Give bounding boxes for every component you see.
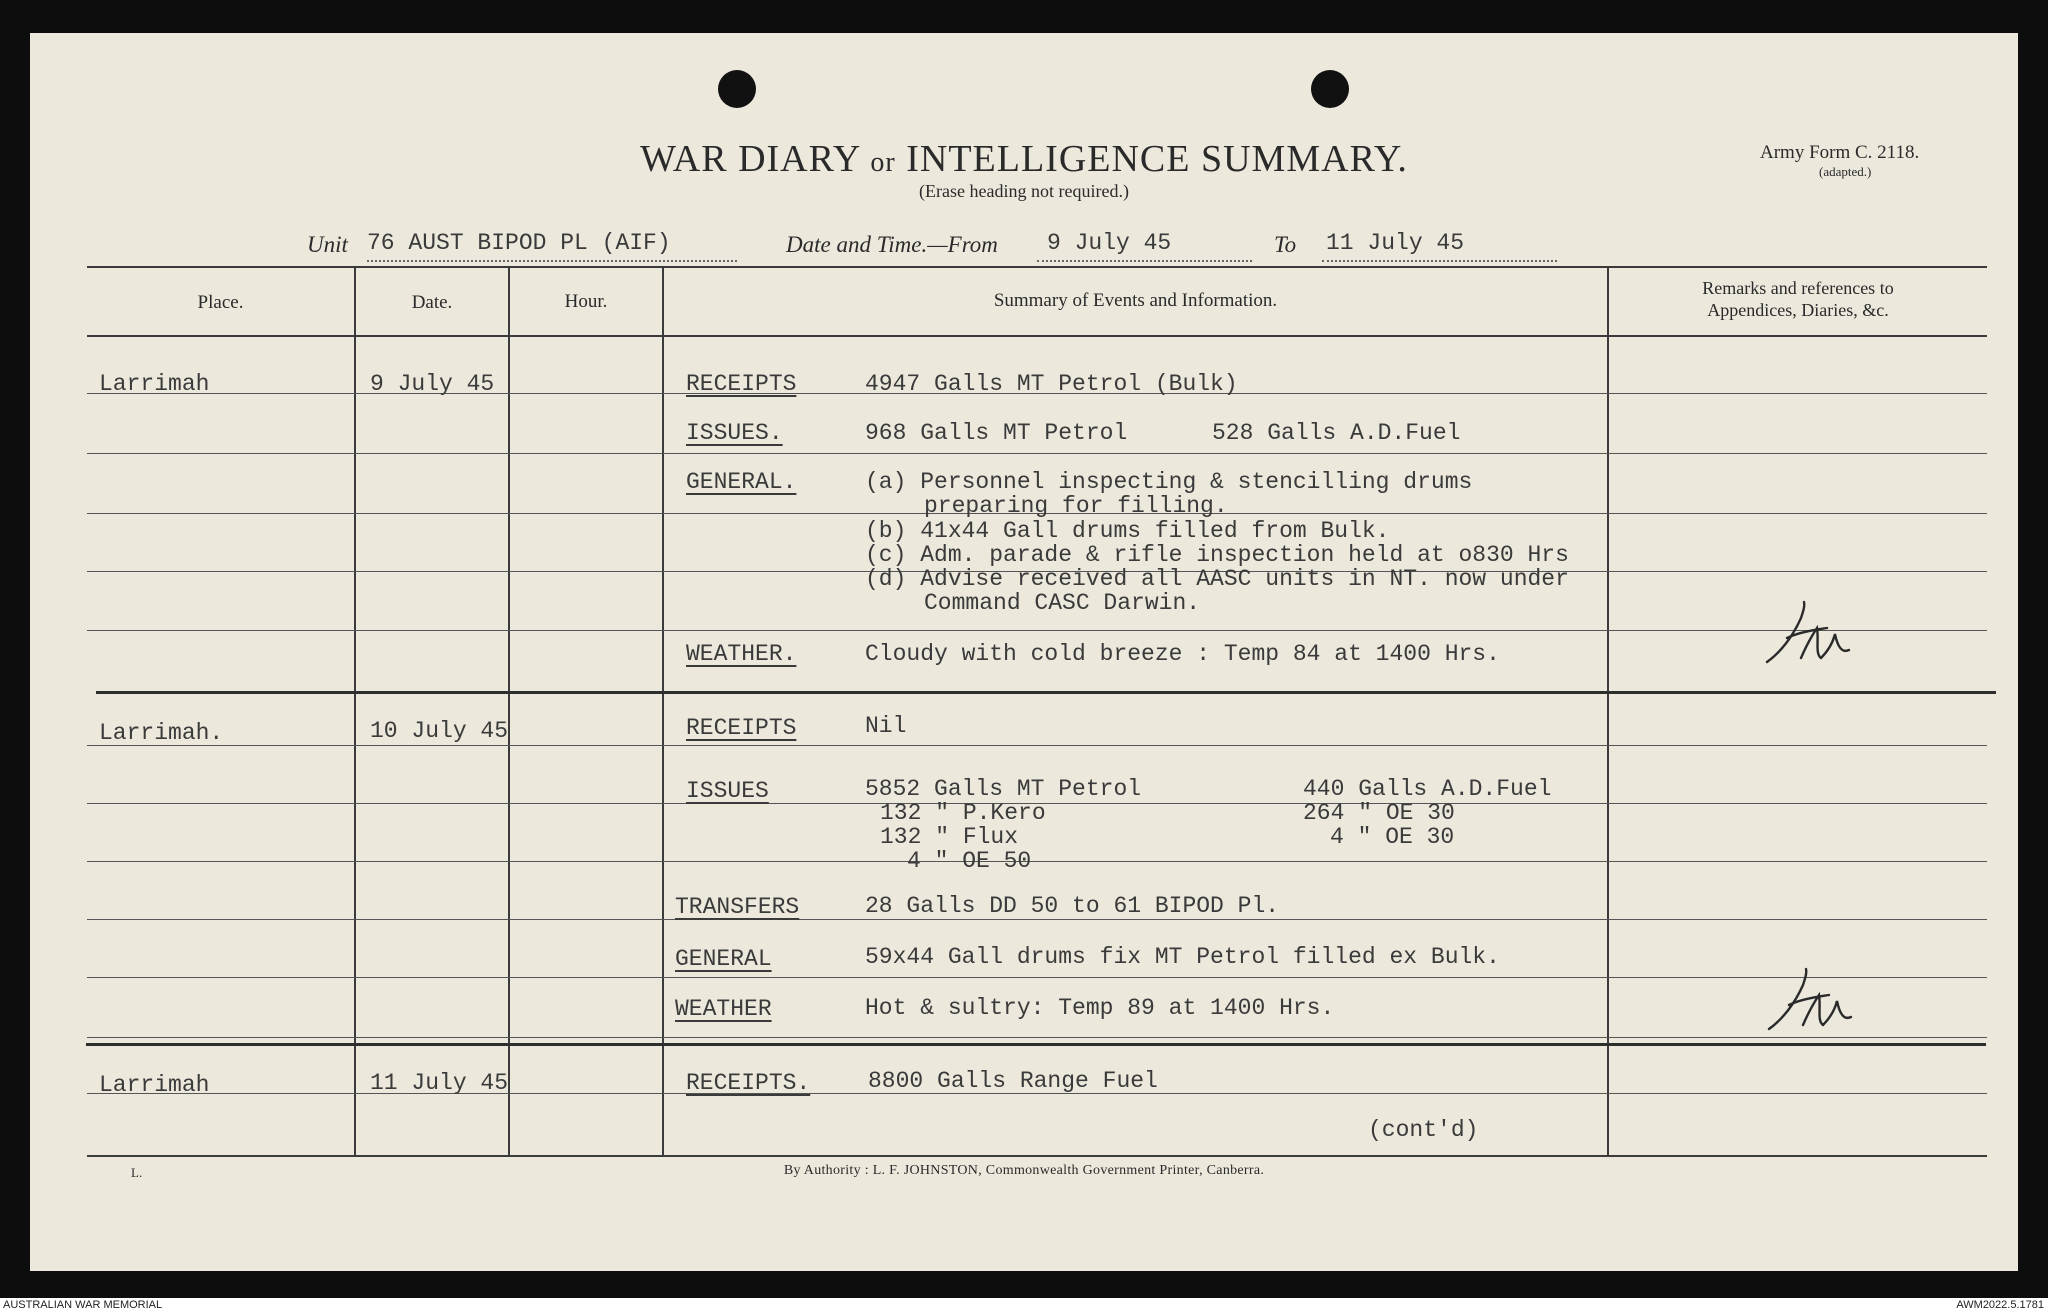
diary-page: [30, 33, 2018, 1271]
table-top-rule: [87, 266, 1987, 268]
issues-text-b: 528 Galls A.D.Fuel: [1212, 420, 1461, 446]
receipts-label: RECEIPTS.: [686, 1070, 811, 1096]
form-subtitle: (Erase heading not required.): [919, 181, 1129, 201]
transfers-text: 28 Galls DD 50 to 61 BIPOD Pl.: [865, 893, 1280, 919]
column-header-summary: Summary of Events and Information.: [993, 290, 1278, 311]
entry-separator-2: [86, 1043, 1986, 1046]
weather-label: WEATHER: [675, 996, 772, 1022]
weather-text: Cloudy with cold breeze : Temp 84 at 1400 Hrs.: [865, 641, 1500, 667]
issues-row-1a: 5852 Galls MT Petrol: [865, 776, 1142, 802]
weather-text: Hot & sultry: Temp 89 at 1400 Hrs.: [865, 995, 1335, 1021]
punch-hole-right: [1311, 70, 1349, 108]
entry-date: 9 July 45: [370, 371, 495, 397]
general-item-d: (d) Advise received all AASC units in NT. now under: [865, 566, 1569, 592]
receipts-text: 4947 Galls MT Petrol (Bulk): [865, 371, 1238, 397]
issues-row-2a: 132 " P.Kero: [880, 800, 1046, 826]
printer-imprint: By Authority : L. F. JOHNSTON, Commonwealth Government Printer, Canberra.: [783, 1163, 1265, 1178]
form-adapted: (adapted.): [1819, 164, 1872, 179]
general-item-a-cont: preparing for filling.: [924, 493, 1228, 519]
receipts-label: RECEIPTS: [686, 715, 797, 741]
general-item-b: (b) 41x44 Gall drums filled from Bulk.: [865, 518, 1390, 544]
entry-separator-1: [96, 691, 1996, 694]
unit-value: 76 AUST BIPOD PL (AIF): [367, 230, 671, 256]
archive-caption-bar: [0, 1298, 2048, 1314]
issues-label: ISSUES: [686, 778, 769, 804]
unit-label: Unit: [307, 232, 348, 257]
weather-label: WEATHER.: [686, 641, 797, 667]
column-divider-hour: [662, 266, 664, 1155]
general-label: GENERAL.: [686, 469, 797, 495]
continued-note: (cont'd): [1368, 1117, 1479, 1143]
date-time-label: Date and Time.—From: [786, 232, 998, 257]
table-bottom-rule: [87, 1155, 1987, 1157]
header-rule: [87, 335, 1987, 337]
column-header-date: Date.: [411, 292, 453, 313]
form-number: Army Form C. 2118.: [1760, 142, 1920, 163]
archive-caption-right: AWM2022.5.1781: [1956, 1299, 2044, 1311]
column-divider-date: [508, 266, 510, 1155]
entry-place: Larrimah: [99, 371, 210, 397]
entry-place: Larrimah.: [99, 720, 224, 746]
general-text: 59x44 Gall drums fix MT Petrol filled ex Bulk.: [865, 944, 1500, 970]
receipts-label: RECEIPTS: [686, 371, 797, 397]
column-divider-place: [354, 266, 356, 1155]
title-or: or: [870, 147, 896, 178]
footer-mark: L.: [131, 1165, 143, 1180]
issues-row-3b: 4 " OE 30: [1330, 824, 1455, 850]
general-label: GENERAL: [675, 946, 772, 972]
issues-text-a: 968 Galls MT Petrol: [865, 420, 1128, 446]
transfers-label: TRANSFERS: [675, 894, 800, 920]
column-header-hour: Hour.: [564, 291, 608, 312]
punch-hole-left: [718, 70, 756, 108]
general-item-d-cont: Command CASC Darwin.: [924, 590, 1201, 616]
date-to-label: To: [1274, 232, 1297, 257]
column-header-remarks-line1: Remarks and references to: [1702, 278, 1894, 298]
issues-row-4a: 4 " OE 50: [907, 848, 1032, 874]
issues-label: ISSUES.: [686, 420, 783, 446]
column-header-remarks-line2: Appendices, Diaries, &c.: [1707, 300, 1889, 320]
issues-row-1b: 440 Galls A.D.Fuel: [1303, 776, 1552, 802]
column-divider-summary: [1607, 266, 1609, 1155]
general-item-a: (a) Personnel inspecting & stencilling drums: [865, 469, 1473, 495]
form-title: [30, 137, 2018, 181]
date-to-value: 11 July 45: [1326, 230, 1465, 256]
entry-place: Larrimah: [99, 1072, 210, 1098]
issues-row-3a: 132 " Flux: [880, 824, 1019, 850]
receipts-text: 8800 Galls Range Fuel: [868, 1068, 1158, 1094]
entry-date: 10 July 45: [370, 718, 509, 744]
entry-date: 11 July 45: [370, 1070, 509, 1096]
column-header-place: Place.: [197, 292, 244, 313]
date-from-value: 9 July 45: [1047, 230, 1172, 256]
initials-signature: [1765, 965, 1857, 1037]
general-item-c: (c) Adm. parade & rifle inspection held at o830 Hrs: [865, 542, 1569, 568]
initials-signature: [1763, 598, 1855, 670]
title-war-diary: WAR DIARY: [640, 138, 860, 180]
issues-row-2b: 264 " OE 30: [1303, 800, 1455, 826]
archive-caption-left: AUSTRALIAN WAR MEMORIAL: [3, 1299, 163, 1311]
receipts-text: Nil: [865, 713, 907, 739]
title-intelligence-summary: INTELLIGENCE SUMMARY.: [906, 138, 1408, 180]
